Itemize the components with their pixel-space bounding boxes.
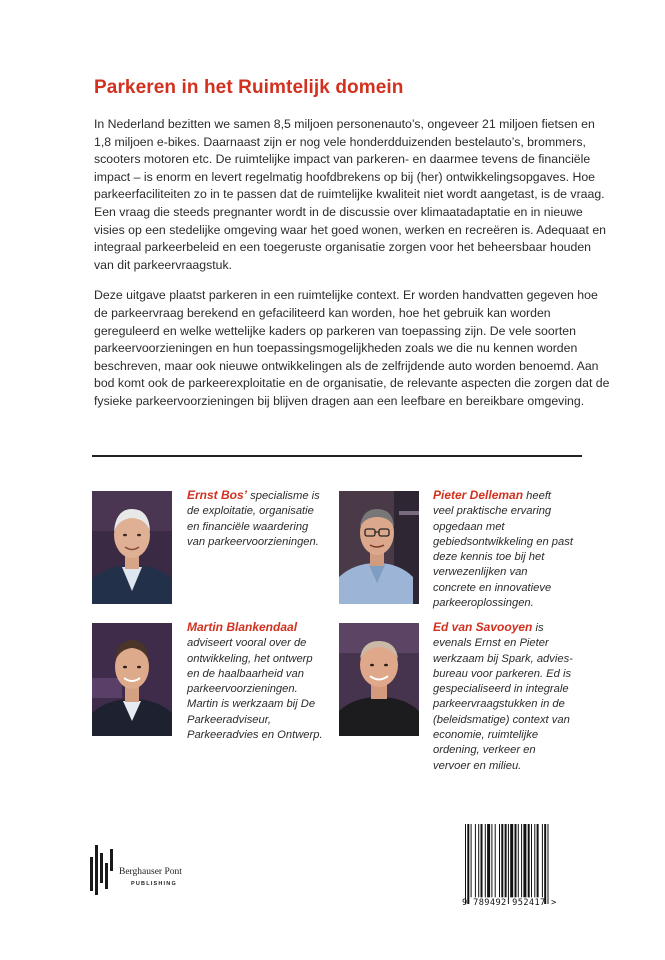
author-photo-ernst-bos: [92, 491, 172, 604]
author-bio-martin-blankendaal: [187, 620, 327, 743]
author-name: Ed van Savooyen: [433, 620, 533, 634]
author-name: Pieter Delleman: [433, 488, 524, 502]
publisher-subtitle: PUBLISHING: [131, 881, 177, 887]
section-divider: [92, 455, 582, 457]
publisher-name: Berghauser Pont: [119, 867, 182, 877]
author-bio-pieter-delleman: [433, 488, 573, 611]
author-bio-text: heeft veel praktische ervaring opgedaan met gebiedsontwikkeling en past deze kennis toe bij het verwezenlijken van concrete en innovatieve parkeeroplossingen.: [433, 490, 573, 610]
page-title: Parkeren in het Ruimtelijk domein: [94, 77, 404, 98]
author-photo-ed-van-savooyen: [339, 623, 419, 736]
author-bio-ed-van-savooyen: [433, 620, 573, 774]
isbn-number: 9 789492 952417 >: [462, 898, 557, 908]
author-bio-text: is evenals Ernst en Pieter werkzaam bij Spark, advies-bureau voor parkeren. Ed is gespecialiseerd in integrale parkeervraagstukken in de (beleidsmatige) context van economie, ruimtelijke ordening, verkeer en vervoer en milieu.: [433, 622, 573, 772]
intro-text: [94, 116, 614, 424]
barcode-icon: [463, 824, 581, 904]
intro-paragraph-2: Deze uitgave plaatst parkeren in een ruimtelijke context. Er worden handvatten gegeven hoe de parkeervraag berekend en gefaciliteerd kan worden, hoe het gebruik kan worden gereguleerd en welke wettelijke kaders op parkeren van toepassing zijn. De vele soorten parkeervoorzieningen en hun toepassingsmogelijkheden zoals we die nu kennen worden beschreven, maar ook nieuwe ontwikkelingen als de zelfrijdende auto worden benoemd. Aan bod komt ook de parkeerexploitatie en de organisatie, de relevante aspecten die zorgen dat de fysieke parkeervoorzieningen bij blijven dragen aan een leefbare en bereikbare omgeving.: [94, 288, 610, 408]
author-bio-text: adviseert vooral over de ontwikkeling, het ontwerp en de haalbaarheid van parkeervoorzieningen. Martin is werkzaam bij De Parkeeradviseur, Parkeeradvies en Ontwerp.: [187, 637, 323, 742]
intro-paragraph-1: In Nederland bezitten we samen 8,5 miljoen personenauto’s, ongeveer 21 miljoen fietsen en 1,8 miljoen e-bikes. Daarnaast zijn er nog vele honderdduizenden bestelauto’s, brommers, scooters motoren etc. De ruimtelijke impact van parkeren- en daarmee tevens de financiële impact – is enorm en levert regelmatig hoofdbrekens op bij (her) ontwikkelingsopgaves. Hoe parkeerfaciliteiten zo in te passen dat de ruimtelijke kwaliteit niet wordt aangetast, is de vraag. Een vraag die steeds pregnanter wordt in de discussie over klimaatadaptatie en in nieuwe visies op een stedelijke omgeving waar het goed wonen, werken en recreëren is. Adequaat en integraal parkeerbeleid en een toegeruste organisatie zorgen voor het beheersbaar houden van dit parkeervraagstuk.: [94, 117, 607, 272]
author-bio-text: specialisme is de exploitatie, organisatie en financiële waardering van parkeervoorzieningen.: [187, 490, 320, 548]
author-photo-martin-blankendaal: [92, 623, 172, 736]
author-name: Ernst Bos’: [187, 488, 248, 502]
author-bio-ernst-bos: [187, 488, 327, 550]
author-photo-pieter-delleman: [339, 491, 419, 604]
author-name: Martin Blankendaal: [187, 620, 298, 634]
